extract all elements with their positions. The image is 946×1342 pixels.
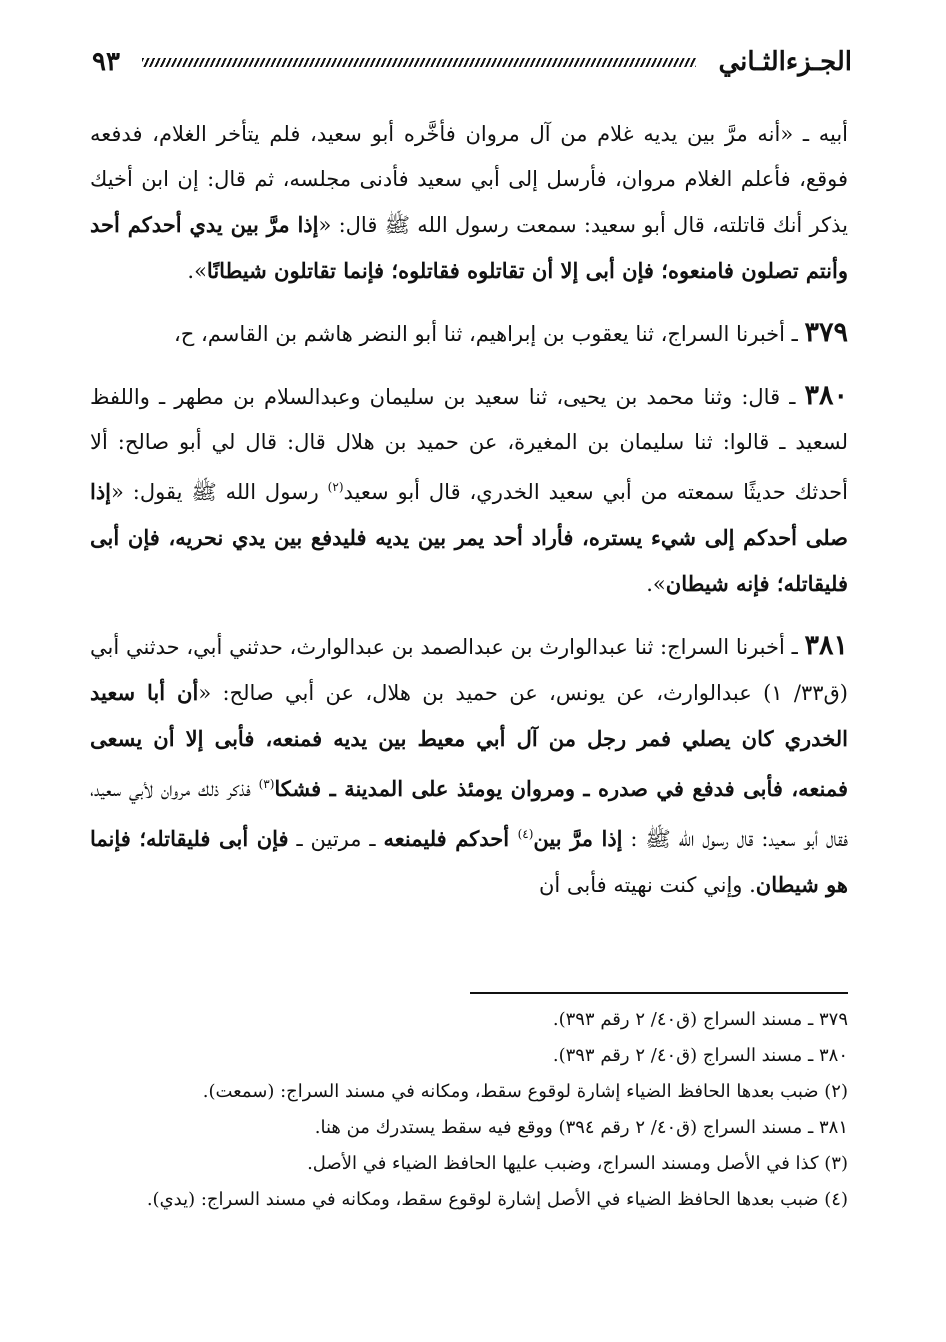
text-span: فذكر ذلك مروان لأبي سعيد، فقال أبو سعيد: قال رسول الله ﷺ : bbox=[90, 777, 849, 851]
hadith-text: أحدكم فليمنعه bbox=[383, 826, 518, 851]
footnote-separator bbox=[470, 992, 848, 994]
paragraph-continuation bbox=[90, 112, 848, 294]
hadith-number: ٣٨٠ bbox=[804, 380, 848, 411]
footnotes bbox=[90, 1004, 848, 1220]
footnote: ٣٨١ ـ مسند السراج (ق٤٠/ ٢ رقم ٣٩٤) ووقع فيه سقط يستدرك من هنا. bbox=[314, 1117, 848, 1138]
text-span: ». bbox=[646, 572, 666, 596]
text-span: ـ أخبرنا السراج، ثنا يعقوب بن إبراهيم، ثنا أبو النضر هاشم بن القاسم، ح، bbox=[173, 322, 805, 346]
text-span: أبيه ـ «أنه مرَّ بين يديه غلام من آل مروان فأخَّره أبو سعيد، فلم يتأخر الغلام، فدفعه فوقع، فأعلم الغلام مروان، فأرسل إلى أبي سعيد فأدنى مجلسه، ثم قال: إن ابن أخيك يذكر أنك قاتلته، قال أبو سعيد: سمعت رسول الله ﷺ قال: « bbox=[90, 122, 848, 237]
footnote-ref[interactable]: (٢) bbox=[327, 480, 344, 494]
chapter-title: الجـزءالثـاني bbox=[718, 47, 852, 77]
hadith-number: ٣٨١ bbox=[804, 630, 848, 661]
text-span: رسول الله ﷺ يقول: « bbox=[111, 480, 328, 504]
text-span: ـ قال: وثنا محمد بن يحيى، ثنا سعيد بن سليمان وعبدالسلام بن مطهر ـ واللفظ لسعيد ـ قالوا: ثنا سليمان بن المغيرة، عن حميد بن هلال قال: قال لي أبو صالح: ألا أحدثك حديثًا سمعته من أبي سعيد الخدري، قال أبو سعيد bbox=[90, 385, 848, 504]
footnote: ٣٨٠ ـ مسند السراج (ق٤٠/ ٢ رقم ٣٩٣). bbox=[552, 1045, 848, 1066]
hadith-text: أن أبا سعيد الخدري كان يصلي فمر رجل من آل أبي معيط بين يديه فمنعه، فأبى إلا أن يسعى فمنعه، فأبى فدفع في صدره ـ ومروان يومئذ على المدينة ـ فشكا bbox=[90, 680, 849, 801]
page-header bbox=[92, 38, 852, 86]
footnote: ٣٧٩ ـ مسند السراج (ق٤٠/ ٢ رقم ٣٩٣). bbox=[552, 1009, 848, 1030]
footnote: (٢) ضبب بعدها الحافظ الضياء إشارة لوقوع سقط، ومكانه في مسند السراج: (سمعت). bbox=[202, 1081, 848, 1102]
paragraph-381 bbox=[90, 623, 848, 908]
text-span: ـ مرتين ـ bbox=[288, 827, 384, 851]
hadith-text: إذا مرَّ بين bbox=[533, 826, 623, 851]
paragraph-379 bbox=[90, 310, 848, 357]
text-span: ». bbox=[187, 259, 207, 283]
page-number: ٩٣ bbox=[92, 47, 120, 77]
footnote-ref[interactable]: (٣) bbox=[258, 777, 275, 791]
header-rule bbox=[142, 58, 697, 67]
text-span: . وإني كنت نهيته فأبى أن bbox=[538, 873, 756, 897]
hadith-number: ٣٧٩ bbox=[804, 317, 848, 348]
text-span: ـ أخبرنا السراج: ثنا عبدالوارث بن عبدالصمد بن عبدالوارث، حدثني أبي، حدثني أبي (ق٣٣/ ١) عبدالوارث، عن يونس، عن حميد بن هلال، عن أبي صالح: « bbox=[90, 635, 848, 705]
footnote-ref[interactable]: (٤) bbox=[517, 827, 534, 841]
hadith-text: إذا مرَّ بين يدي أحدكم أحد وأنتم تصلون فامنعوه؛ فإن أبى إلا أن تقاتلوه فقاتلوه؛ فإنما تقاتلون شيطانًا bbox=[90, 212, 848, 283]
footnote: (٣) كذا في الأصل ومسند السراج، وضبب عليها الحافظ الضياء في الأصل. bbox=[307, 1153, 848, 1174]
hadith-text: فإن أبى فليقاتله؛ فإنما هو شيطان bbox=[90, 826, 848, 897]
hadith-text: إذا صلى أحدكم إلى شيء يستره، فأراد أحد يمر بين يديه فليدفع بين يدي نحريه، فإن أبى فليقاتله؛ فإنه شيطان bbox=[90, 479, 848, 596]
body-text bbox=[90, 112, 848, 924]
paragraph-380 bbox=[90, 373, 848, 607]
footnote: (٤) ضبب بعدها الحافظ الضياء في الأصل إشارة لوقوع سقط، ومكانه في مسند السراج: (يدي). bbox=[146, 1189, 848, 1210]
